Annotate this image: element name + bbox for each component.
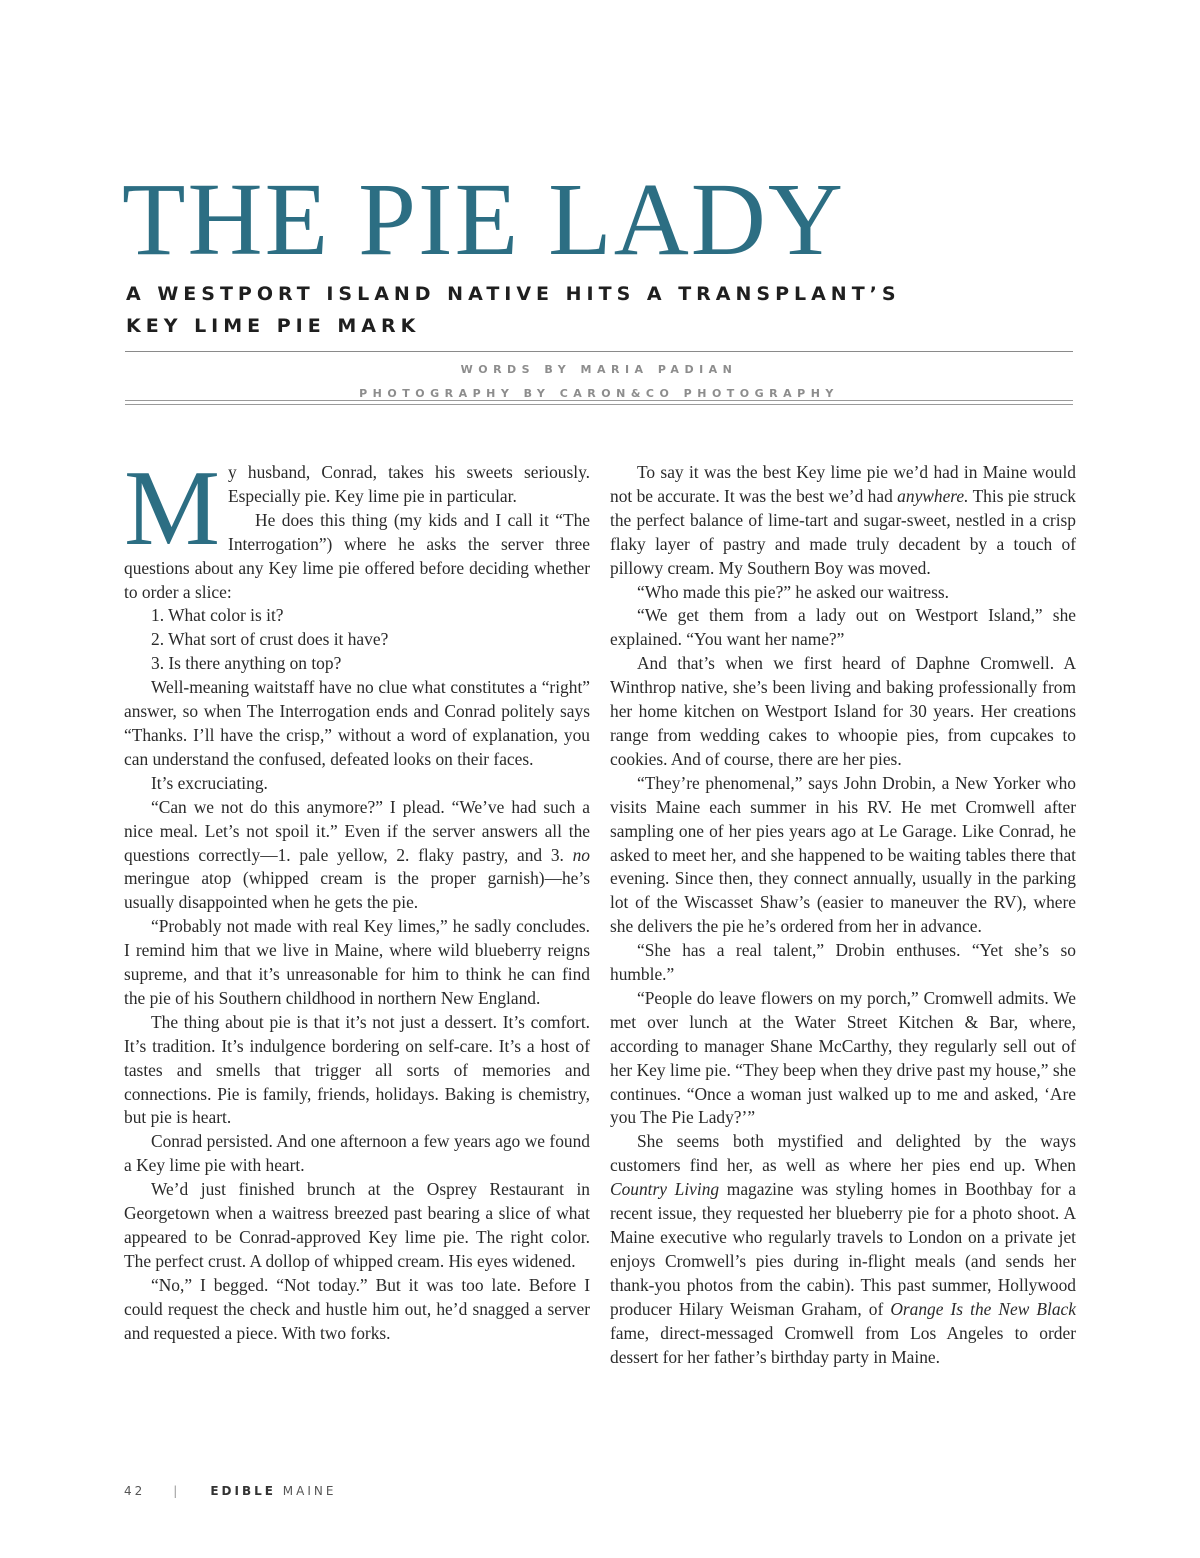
- paragraph: Conrad persisted. And one afternoon a few years ago we found a Key lime pie with heart.: [124, 1131, 590, 1176]
- paragraph: The thing about pie is that it’s not just a dessert. It’s comfort. It’s tradition. It’s indulgence bordering on self-care. It’s a host of tastes and smells that trigger all sorts of memories and connections. Pie is family, friends, holidays. Baking is chemistry, but pie is heart.: [124, 1011, 590, 1128]
- article-title: THE PIE LADY: [122, 162, 846, 277]
- paragraph-text: meringue atop (whipped cream is the proper garnish)—he’s usually disappointed when he gets the pie.: [124, 868, 590, 913]
- paragraph-text: To say it was the best Key lime pie we’d had in Maine would not be accurate. It was the best we’d had: [610, 462, 1076, 506]
- subtitle-line-1: A WESTPORT ISLAND NATIVE HITS A TRANSPLANT’S: [126, 283, 901, 305]
- paragraph: We’d just finished brunch at the Osprey Restaurant in Georgetown when a waitress breezed past bearing a slice of what appeared to be Conrad-approved Key lime pie. The right color. The perfect crust. A dollop of whipped cream. His eyes widened.: [124, 1179, 590, 1271]
- paragraph-text: She seems both mystified and delighted by the ways customers find her, as well as where her pies end up. When: [610, 1131, 1076, 1176]
- byline: [125, 358, 1073, 406]
- subtitle-line-2: KEY LIME PIE MARK: [126, 315, 421, 337]
- author-credit: WORDS BY MARIA PADIAN: [460, 363, 738, 376]
- list-item: 2. What sort of crust does it have?: [151, 629, 389, 650]
- page-number: 42: [124, 1484, 146, 1498]
- paragraph-text: This pie struck the perfect balance of lime-tart and sugar-sweet, nestled in a crisp flaky layer of pastry and made truly decadent by a touch of pillowy cream. My Southern Boy was moved.: [610, 485, 1076, 578]
- list-item: 3. Is there anything on top?: [151, 653, 342, 674]
- photo-credit: PHOTOGRAPHY BY CARON&CO PHOTOGRAPHY: [359, 387, 839, 400]
- paragraph: It’s excruciating.: [151, 772, 268, 793]
- emphasis: Country Living: [610, 1179, 720, 1200]
- paragraph: “We get them from a lady out on Westport Island,” she explained. “You want her name?”: [610, 605, 1076, 650]
- top-divider: [125, 351, 1073, 352]
- paragraph: “Who made this pie?” he asked our waitress.: [637, 581, 949, 602]
- publication-name-bold: EDIBLE: [210, 1484, 276, 1498]
- paragraph: [124, 796, 590, 916]
- drop-cap: M: [124, 449, 221, 568]
- paragraph-text: magazine was styling homes in Boothbay for a recent issue, they requested her blueberry pie for a photo shoot. A Maine executive who regularly travels to London on a private jet enjoys Cromwell’s pies during in-flight meals (and sends her thank-you photos from the cabin). This past summer, Hollywood producer Hilary Weisman Graham, of: [610, 1179, 1077, 1319]
- page-footer: [124, 1484, 336, 1498]
- paragraph: [610, 1130, 1076, 1369]
- emphasis: Orange Is the New Black: [890, 1298, 1076, 1319]
- article-subtitle: [126, 278, 1026, 342]
- bottom-divider-1: [125, 400, 1073, 401]
- left-column: [124, 449, 590, 1346]
- paragraph: “No,” I begged. “Not today.” But it was too late. Before I could request the check and hustle him out, he’d snagged a server and requested a piece. With two forks.: [124, 1274, 590, 1343]
- paragraph: “People do leave flowers on my porch,” Cromwell admits. We met over lunch at the Water Street Kitchen & Bar, where, according to manager Shane McCarthy, they regularly sell out of her Key lime pie. “They beep when they drive past my house,” she continues. “Once a woman just walked up to me and asked, ‘Are you The Pie Lady?’”: [610, 987, 1076, 1128]
- emphasis: anywhere.: [897, 485, 969, 506]
- paragraph: He does this thing (my kids and I call it “The Interrogation”) where he asks the server three questions about any Key lime pie offered before deciding whether to order a slice:: [124, 509, 590, 602]
- footer-separator: |: [173, 1484, 181, 1498]
- emphasis: no: [572, 844, 590, 865]
- publication-name-light: MAINE: [282, 1484, 337, 1498]
- list-item: 1. What color is it?: [151, 605, 284, 626]
- opening-text: y husband, Conrad, takes his sweets seriously. Especially pie. Key lime pie in particular.: [228, 462, 590, 506]
- paragraph: Well-meaning waitstaff have no clue what constitutes a “right” answer, so when The Interrogation ends and Conrad politely says “Thanks. I’ll have the crisp,” without a word of explanation, you can understand the confused, defeated looks on their faces.: [124, 677, 590, 769]
- paragraph: [610, 461, 1076, 581]
- paragraph-text: “Can we not do this anymore?” I plead. “We’ve had such a nice meal. Let’s not spoil it.” Even if the server answers all the questions correctly—1. pale yellow, 2. flaky pastry, and 3.: [124, 796, 590, 865]
- bottom-divider-2: [125, 404, 1073, 405]
- paragraph: “She has a real talent,” Drobin enthuses. “Yet she’s so humble.”: [610, 940, 1076, 985]
- paragraph: “They’re phenomenal,” says John Drobin, a New Yorker who visits Maine each summer in his RV. He met Cromwell after sampling one of her pies years ago at Le Garage. Like Conrad, he asked to meet her, and she happened to be waiting tables there that evening. Since then, they connect annually, usually in the parking lot of the Wiscasset Shaw’s (easier to maneuver the RV), where she delivers the pie he’s ordered from her in advance.: [610, 772, 1076, 937]
- paragraph: And that’s when we first heard of Daphne Cromwell. A Winthrop native, she’s been living and baking professionally from her home kitchen on Westport Island for 30 years. Her creations range from wedding cakes to whoopie pies, from cupcakes to cookies. And of course, there are her pies.: [610, 653, 1076, 769]
- paragraph: “Probably not made with real Key limes,” he sadly concludes. I remind him that we live in Maine, where wild blueberry reigns supreme, and that it’s unreasonable for him to think he can find the pie of his Southern childhood in northern New England.: [124, 916, 590, 1008]
- paragraph-text: fame, direct-messaged Cromwell from Los Angeles to order dessert for her father’s birthday party in Maine.: [610, 1322, 1076, 1367]
- right-column: [610, 461, 1076, 1369]
